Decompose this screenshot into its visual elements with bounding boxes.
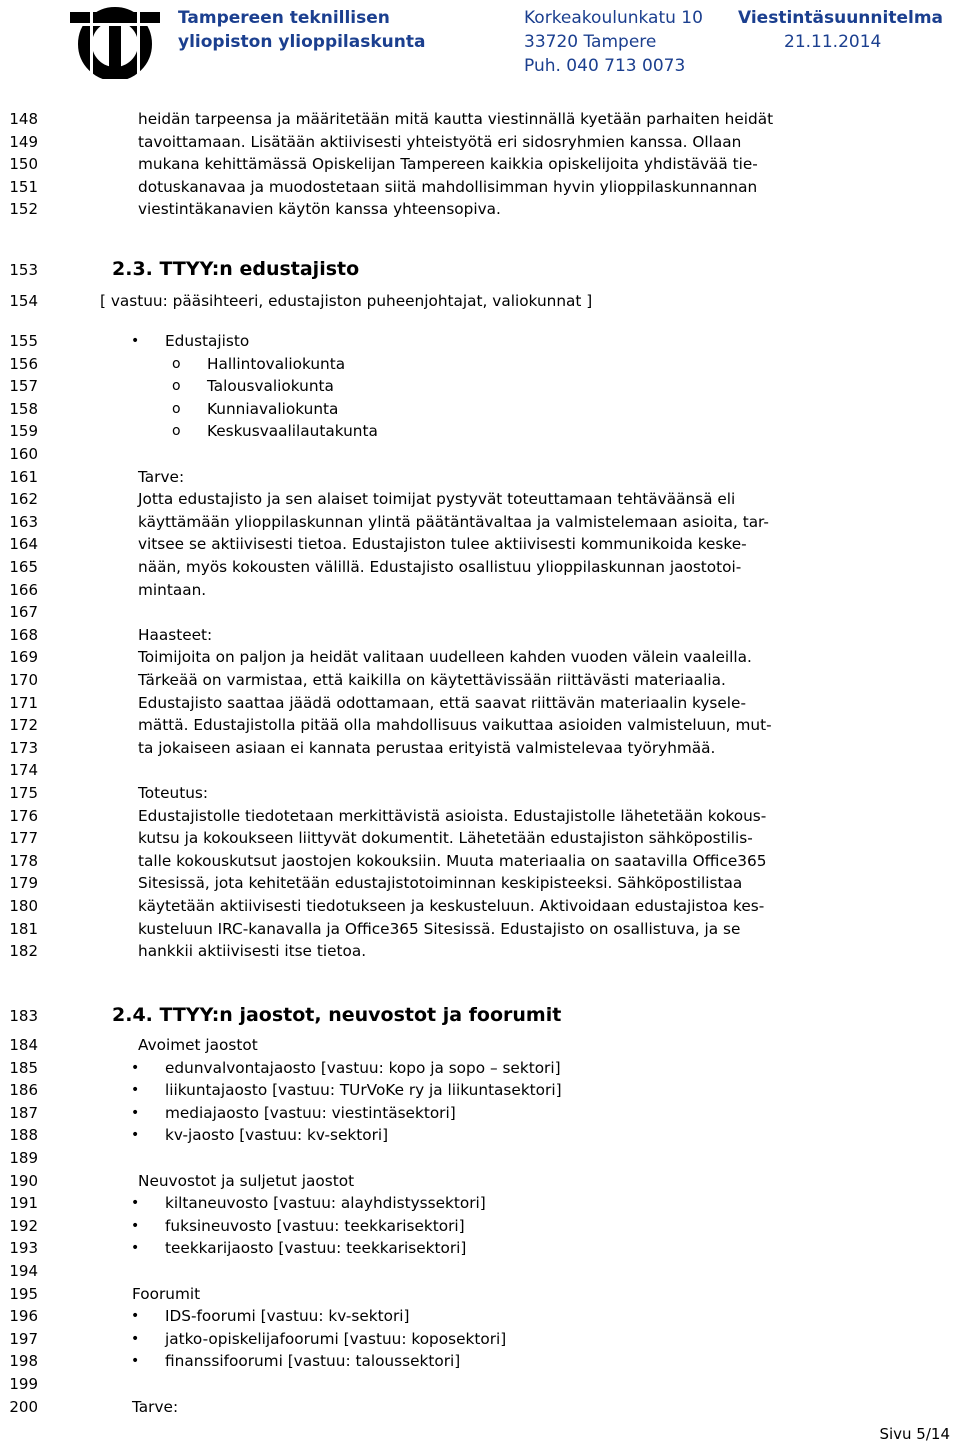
bullet-icon: • bbox=[131, 1104, 140, 1121]
line-number: 200 bbox=[9, 1397, 38, 1416]
sub-bullet-icon: o bbox=[172, 378, 181, 395]
header-address-line2: 33720 Tampere bbox=[524, 32, 657, 52]
text-line: Foorumit bbox=[132, 1284, 201, 1303]
line-number: 149 bbox=[9, 132, 38, 151]
line-number: 172 bbox=[9, 716, 38, 735]
line-number: 177 bbox=[9, 829, 38, 848]
line-number: 164 bbox=[9, 535, 38, 554]
text-line: Toteutus: bbox=[138, 784, 209, 802]
bullet-icon: • bbox=[131, 1127, 140, 1144]
text-line: mintaan. bbox=[138, 580, 207, 599]
text-line: Tärkeää on varmistaa, että kaikilla on käytettävissään riittävästi materiaalia. bbox=[138, 671, 726, 689]
line-number: 188 bbox=[9, 1126, 38, 1145]
line-number: 167 bbox=[9, 603, 38, 622]
header-date: 21.11.2014 bbox=[784, 32, 882, 52]
bullet-icon: • bbox=[131, 1308, 140, 1325]
line-number: 171 bbox=[9, 693, 38, 712]
list-item: jatko-opiskelijafoorumi [vastuu: koposektori] bbox=[165, 1329, 507, 1348]
line-number: 168 bbox=[9, 625, 38, 644]
line-number: 182 bbox=[9, 942, 38, 961]
bullet-icon: • bbox=[131, 1240, 140, 1257]
header-organization bbox=[178, 6, 425, 54]
line-number: 152 bbox=[9, 200, 38, 219]
text-line: ta jokaiseen asiaan ei kannata perustaa erityistä valmistelevaa työryhmää. bbox=[138, 738, 716, 757]
line-number: 150 bbox=[9, 155, 38, 174]
bullet-icon: • bbox=[131, 1082, 140, 1099]
line-number: 178 bbox=[9, 851, 38, 870]
text-line: tavoittamaan. Lisätään aktiivisesti yhteistyötä eri sidosryhmien kanssa. Ollaan bbox=[138, 132, 742, 151]
page-header bbox=[0, 0, 960, 82]
text-line: nään, myös kokousten välillä. Edustajisto osallistuu ylioppilaskunnan jaostotoi- bbox=[138, 558, 742, 576]
text-line: Tarve: bbox=[132, 1397, 179, 1416]
sub-list-item: Hallintovaliokunta bbox=[207, 354, 346, 373]
line-number: 162 bbox=[9, 490, 38, 509]
text-line: Jotta edustajisto ja sen alaiset toimijat pystyvät toteuttamaan tehtäväänsä eli bbox=[138, 490, 736, 509]
text-line: Avoimet jaostot bbox=[138, 1036, 258, 1054]
header-phone: Puh. 040 713 0073 bbox=[524, 56, 686, 76]
text-line: Edustajisto saattaa jäädä odottamaan, että saavat riittävän materiaalin kysele- bbox=[138, 693, 746, 712]
sub-list-item: Talousvaliokunta bbox=[207, 377, 334, 396]
text-line: dotuskanavaa ja muodostetaan siitä mahdollisimman hyvin ylioppilaskunnannan bbox=[138, 177, 758, 196]
line-number: 187 bbox=[9, 1103, 38, 1122]
line-number: 197 bbox=[9, 1329, 38, 1348]
bullet-icon: • bbox=[131, 1217, 140, 1234]
line-number: 166 bbox=[9, 580, 38, 599]
line-number: 179 bbox=[9, 874, 38, 893]
section-heading: 2.3. TTYY:n edustajisto bbox=[112, 258, 360, 280]
list-item: IDS-foorumi [vastuu: kv-sektori] bbox=[165, 1307, 410, 1326]
line-number: 170 bbox=[9, 671, 38, 689]
list-item: teekkarijaosto [vastuu: teekkarisektori] bbox=[165, 1239, 467, 1258]
sub-bullet-icon: o bbox=[172, 423, 181, 440]
line-number: 148 bbox=[9, 110, 38, 128]
line-number: 155 bbox=[9, 332, 38, 350]
line-number: 169 bbox=[9, 648, 38, 667]
list-item: edunvalvontajaosto [vastuu: kopo ja sopo – sektori] bbox=[165, 1058, 561, 1077]
line-number: 157 bbox=[9, 377, 38, 396]
sub-bullet-icon: o bbox=[172, 400, 181, 417]
text-line: käytetään aktiivisesti tiedotukseen ja keskusteluun. Aktivoidaan edustajistoa kes- bbox=[138, 897, 765, 915]
line-number: 199 bbox=[9, 1375, 38, 1393]
section-heading: 2.4. TTYY:n jaostot, neuvostot ja foorumit bbox=[112, 1004, 562, 1026]
bullet-icon: • bbox=[131, 1195, 140, 1212]
line-number: 163 bbox=[9, 512, 38, 531]
line-number: 151 bbox=[9, 177, 38, 196]
text-line: vitsee se aktiivisesti tietoa. Edustajiston tulee aktiivisesti kommunikoida keske- bbox=[138, 535, 747, 554]
text-line: mukana kehittämässä Opiskelijan Tampereen kaikkia opiskelijoita yhdistävää tie- bbox=[138, 155, 758, 174]
line-number: 174 bbox=[9, 761, 38, 780]
text-line: kutsu ja kokoukseen liittyvät dokumentit. Lähetetään edustajiston sähköpostilis- bbox=[138, 829, 753, 848]
text-line: Toimijoita on paljon ja heidät valitaan uudelleen kahden vuoden välein vaaleilla. bbox=[138, 648, 752, 667]
line-number: 173 bbox=[9, 738, 38, 757]
list-item: kiltaneuvosto [vastuu: alayhdistyssektori] bbox=[165, 1194, 486, 1213]
line-number: 159 bbox=[9, 422, 38, 441]
list-item: mediajaosto [vastuu: viestintäsektori] bbox=[165, 1103, 456, 1122]
line-number: 195 bbox=[9, 1284, 38, 1303]
text-line: Tarve: bbox=[138, 467, 185, 486]
line-number: 176 bbox=[9, 806, 38, 825]
text-line: Edustajistolle tiedotetaan merkittävistä asioista. Edustajistolle lähetetään kokous- bbox=[138, 806, 767, 825]
sub-list-item: Kunniavaliokunta bbox=[207, 399, 339, 418]
text-line: viestintäkanavien käytön kanssa yhteensopiva. bbox=[138, 200, 501, 219]
header-org-line2: yliopiston ylioppilaskunta bbox=[178, 32, 426, 52]
page-number: Sivu 5/14 bbox=[879, 1425, 950, 1443]
list-item: Edustajisto bbox=[165, 332, 250, 350]
line-number: 185 bbox=[9, 1058, 38, 1077]
text-line: heidän tarpeensa ja määritetään mitä kautta viestinnällä kyetään parhaiten heidät bbox=[138, 110, 774, 128]
line-number: 181 bbox=[9, 919, 38, 938]
text-line: käyttämään ylioppilaskunnan ylintä päätäntävaltaa ja valmistelemaan asioita, tar- bbox=[138, 512, 769, 531]
text-line: Neuvostot ja suljetut jaostot bbox=[138, 1171, 355, 1190]
line-number: 198 bbox=[9, 1352, 38, 1371]
line-number: 196 bbox=[9, 1307, 38, 1326]
bullet-icon: • bbox=[131, 1330, 140, 1347]
line-number: 193 bbox=[9, 1239, 38, 1258]
list-item: fuksineuvosto [vastuu: teekkarisektori] bbox=[165, 1216, 465, 1235]
text-line: mättä. Edustajistolla pitää olla mahdollisuus vaikuttaa asioiden valmisteluun, mut- bbox=[138, 716, 772, 735]
list-item: finanssifoorumi [vastuu: taloussektori] bbox=[165, 1352, 461, 1371]
sub-list-item: Keskusvaalilautakunta bbox=[207, 422, 378, 441]
line-number: 180 bbox=[9, 897, 38, 915]
line-number: 189 bbox=[9, 1149, 38, 1167]
bullet-icon: • bbox=[131, 1353, 140, 1370]
header-address bbox=[524, 6, 703, 78]
line-number: 154 bbox=[9, 292, 38, 310]
ttyy-logo-icon bbox=[70, 4, 160, 79]
line-number: 194 bbox=[9, 1262, 38, 1280]
bullet-icon: • bbox=[131, 333, 140, 349]
line-number: 165 bbox=[9, 558, 38, 576]
text-line: kusteluun IRC-kanavalla ja Office365 Sitesissä. Edustajisto on osallistuva, ja se bbox=[138, 919, 741, 938]
line-number: 156 bbox=[9, 354, 38, 373]
list-item: kv-jaosto [vastuu: kv-sektori] bbox=[165, 1126, 389, 1145]
line-number: 184 bbox=[9, 1036, 38, 1054]
list-item: liikuntajaosto [vastuu: TUrVoKe ry ja liikuntasektori] bbox=[165, 1081, 562, 1100]
line-number: 175 bbox=[9, 784, 38, 802]
line-number: 191 bbox=[9, 1194, 38, 1213]
line-number: 186 bbox=[9, 1081, 38, 1100]
sub-bullet-icon: o bbox=[172, 355, 181, 372]
line-number: 158 bbox=[9, 399, 38, 418]
header-address-line1: Korkeakoulunkatu 10 bbox=[524, 8, 703, 28]
text-line: [ vastuu: pääsihteeri, edustajiston puheenjohtajat, valiokunnat ] bbox=[100, 292, 593, 310]
line-number: 161 bbox=[9, 467, 38, 486]
bullet-icon: • bbox=[131, 1059, 140, 1076]
header-document-info bbox=[738, 6, 943, 54]
text-line: talle kokouskutsut jaostojen kokouksiin. Muuta materiaalia on saatavilla Office365 bbox=[138, 851, 767, 870]
text-line: Haasteet: bbox=[138, 625, 213, 644]
header-org-line1: Tampereen teknillisen bbox=[178, 8, 390, 28]
text-line: Sitesissä, jota kehitetään edustajistotoiminnan keskipisteeksi. Sähköpostilistaa bbox=[138, 874, 743, 893]
line-number: 160 bbox=[9, 445, 38, 463]
line-number: 192 bbox=[9, 1216, 38, 1235]
text-line: hankkii aktiivisesti itse tietoa. bbox=[138, 942, 367, 961]
header-doc-title: Viestintäsuunnitelma bbox=[738, 8, 944, 28]
line-number: 153 bbox=[9, 261, 38, 279]
line-number: 183 bbox=[9, 1007, 38, 1025]
line-number: 190 bbox=[9, 1171, 38, 1190]
